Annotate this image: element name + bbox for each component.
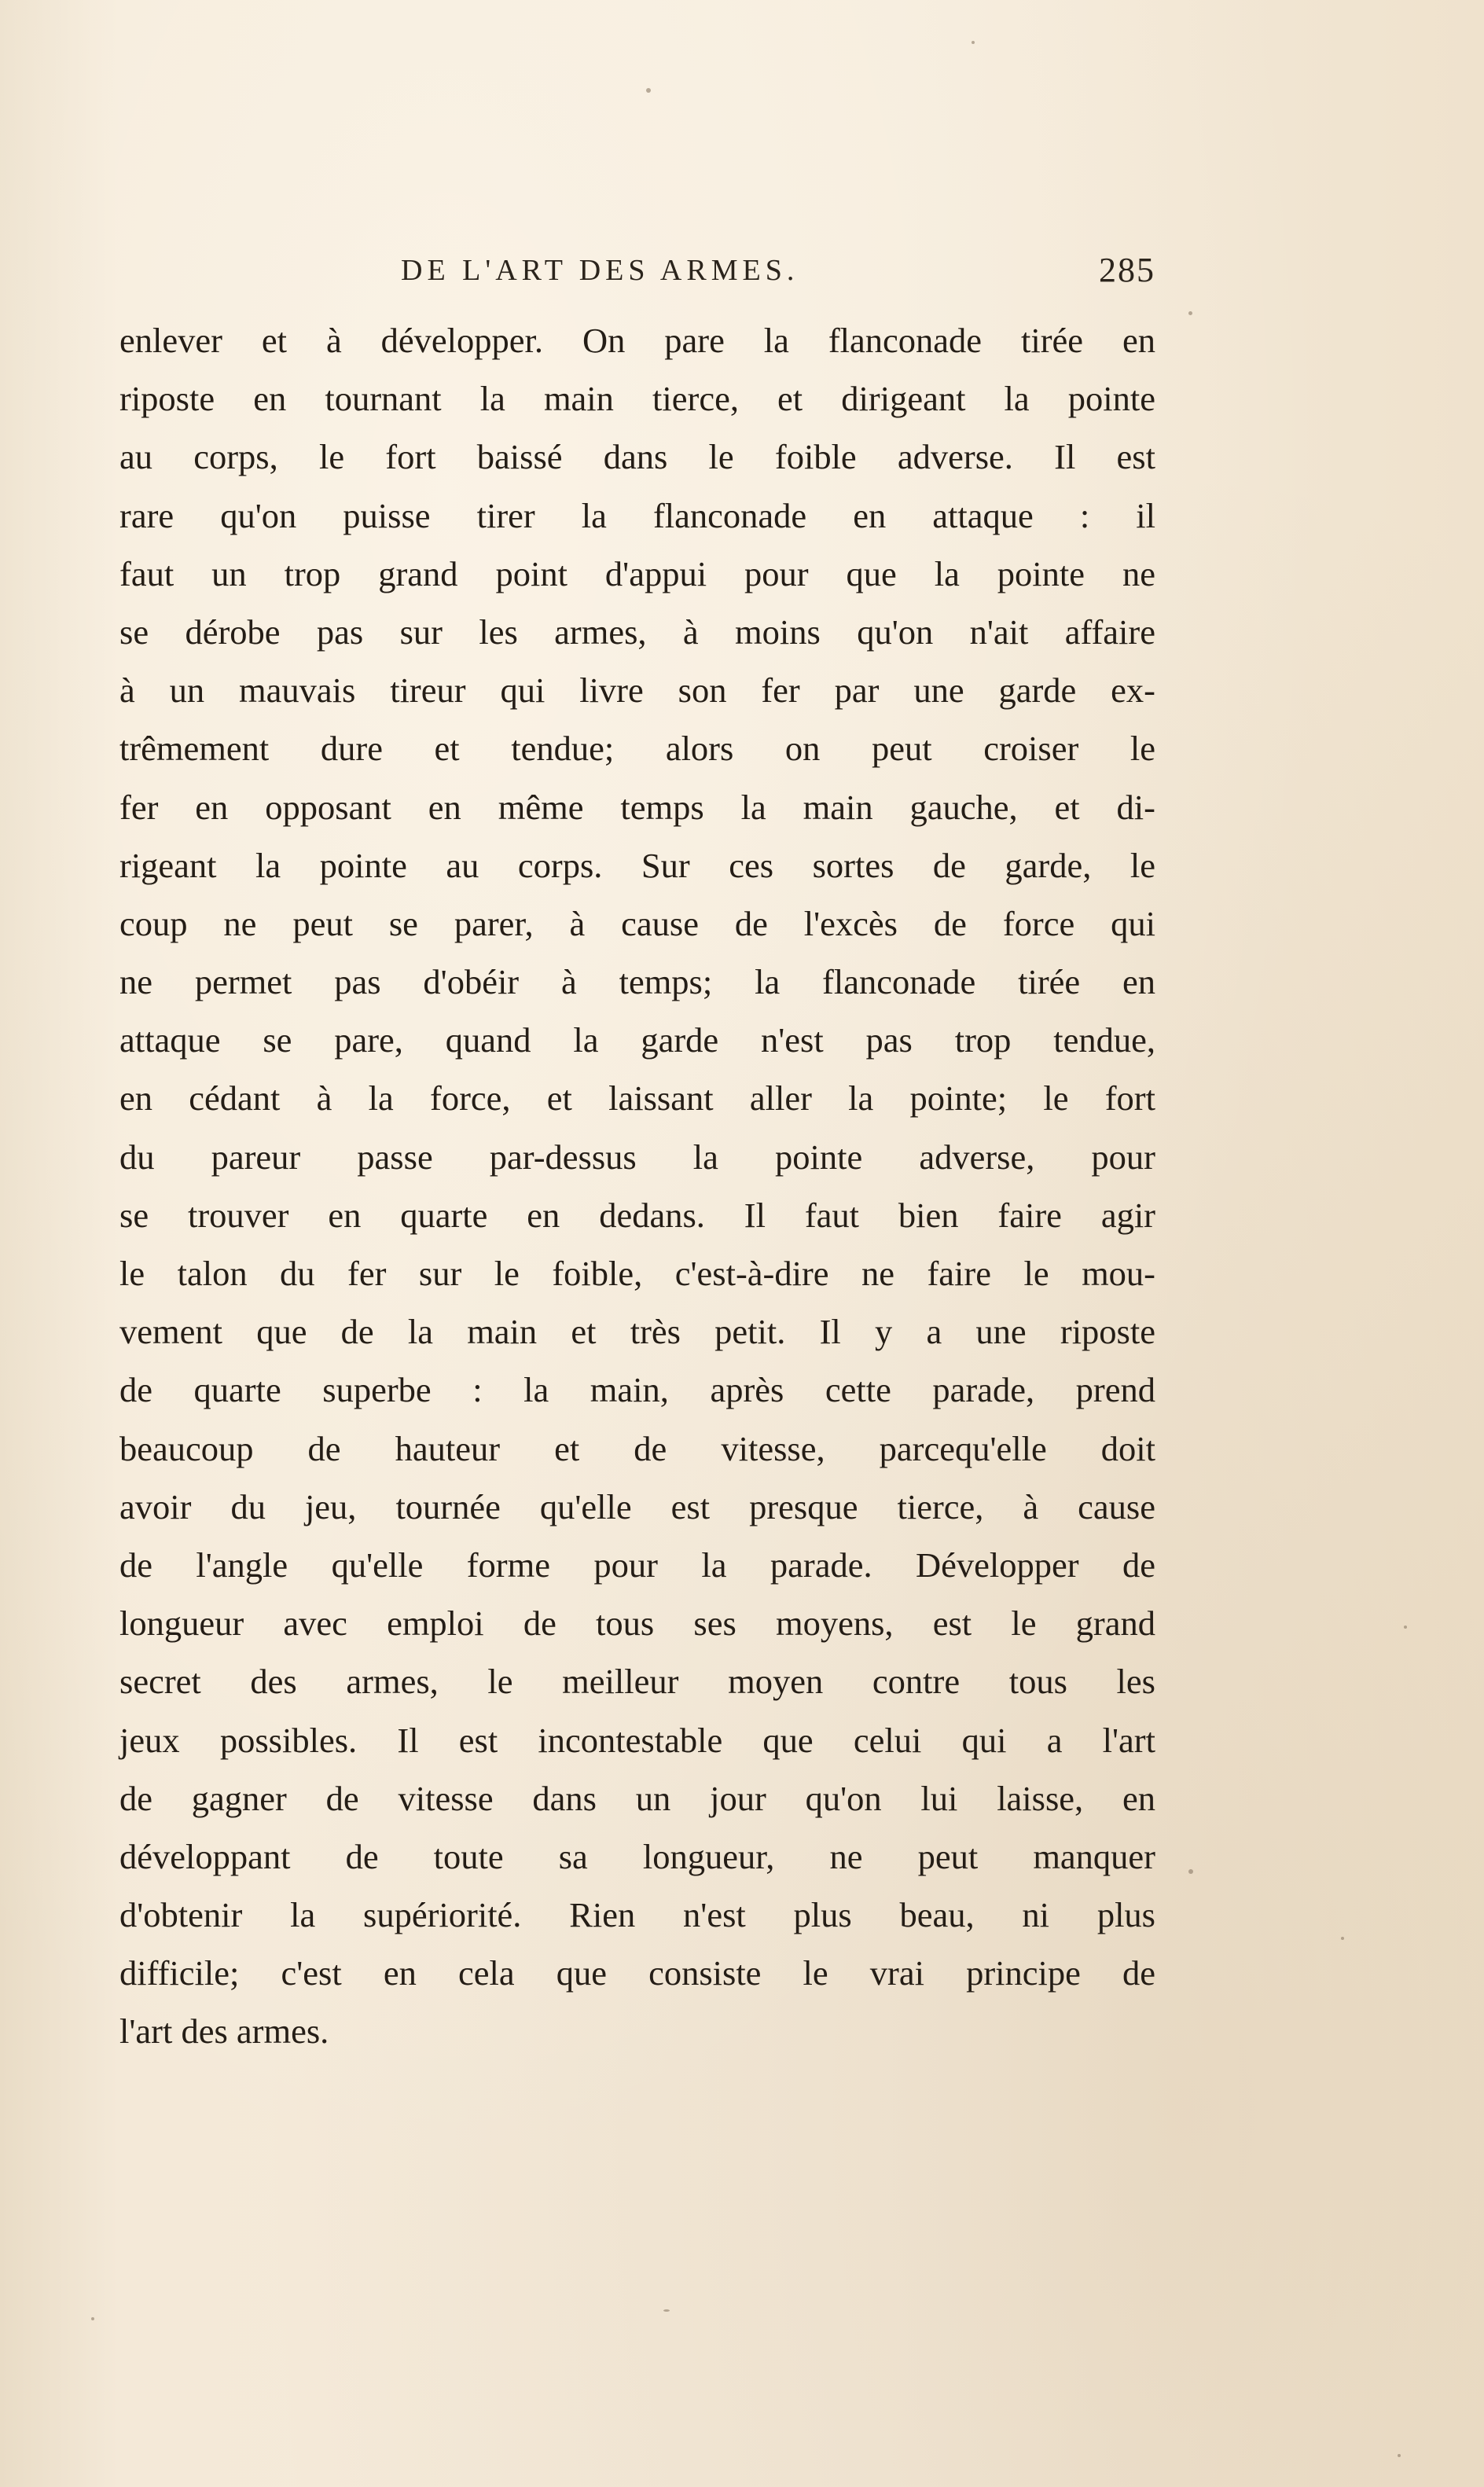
text-line: secret des armes, le meilleur moyen contre tous les	[119, 1662, 1155, 1702]
text-line: au corps, le fort baissé dans le foible adverse. Il est	[119, 437, 1155, 477]
text-line: se dérobe pas sur les armes, à moins qu'on n'ait affaire	[119, 612, 1155, 652]
text-line: coup ne peut se parer, à cause de l'excès de force qui	[119, 903, 1155, 943]
text-line: fer en opposant en même temps la main gauche, et di-	[119, 787, 1155, 827]
text-line: riposte en tournant la main tierce, et dirigeant la pointe	[119, 379, 1155, 419]
paper-speck	[1188, 311, 1192, 315]
text-line: ne permet pas d'obéir à temps; la flanconade tirée en	[119, 962, 1155, 1002]
text-line: à un mauvais tireur qui livre son fer par une garde ex-	[119, 670, 1155, 711]
text-line: enlever et à développer. On pare la flanconade tirée en	[119, 321, 1155, 360]
paper-speck	[91, 2317, 94, 2320]
text-line: développant de toute sa longueur, ne peut manquer	[119, 1836, 1155, 1876]
text-line: de gagner de vitesse dans un jour qu'on lui laisse, en	[119, 1778, 1155, 1818]
paper-speck	[663, 2309, 670, 2312]
text-line: le talon du fer sur le foible, c'est-à-dire ne faire le mou-	[119, 1254, 1155, 1293]
page-header	[401, 253, 1155, 300]
paper-speck	[1398, 2454, 1401, 2457]
text-line: se trouver en quarte en dedans. Il faut bien faire agir	[119, 1195, 1155, 1235]
body-text	[119, 311, 1155, 2061]
text-line: avoir du jeu, tournée qu'elle est presque tierce, à cause	[119, 1486, 1155, 1526]
text-line: jeux possibles. Il est incontestable que celui qui a l'art	[119, 1720, 1155, 1760]
text-line: difficile; c'est en cela que consiste le vrai principe de	[119, 1953, 1155, 1993]
text-line: longueur avec emploi de tous ses moyens, est le grand	[119, 1604, 1155, 1644]
text-line: trêmement dure et tendue; alors on peut croiser le	[119, 729, 1155, 769]
paper-speck	[646, 88, 651, 93]
text-line: en cédant à la force, et laissant aller la pointe; le fort	[119, 1078, 1155, 1119]
text-line: rare qu'on puisse tirer la flanconade en attaque : il	[119, 495, 1155, 535]
text-line: faut un trop grand point d'appui pour que la pointe ne	[119, 553, 1155, 593]
text-line: de quarte superbe : la main, après cette parade, prend	[119, 1370, 1155, 1410]
running-title: DE L'ART DES ARMES.	[401, 254, 799, 287]
text-line: de l'angle qu'elle forme pour la parade. Développer de	[119, 1545, 1155, 1585]
text-line: vement que de la main et très petit. Il y a une riposte	[119, 1312, 1155, 1352]
text-line: attaque se pare, quand la garde n'est pas trop tendue,	[119, 1020, 1155, 1060]
text-line: rigeant la pointe au corps. Sur ces sortes de garde, le	[119, 845, 1155, 885]
text-line: du pareur passe par-dessus la pointe adverse, pour	[119, 1137, 1155, 1177]
paper-speck	[1404, 1626, 1407, 1629]
paper-speck	[972, 41, 975, 44]
paper-speck	[1188, 1869, 1193, 1874]
paper-speck	[1341, 1937, 1344, 1940]
text-line: beaucoup de hauteur et de vitesse, parcequ'elle doit	[119, 1428, 1155, 1468]
text-line: l'art des armes.	[119, 2011, 329, 2052]
page-number: 285	[1099, 251, 1155, 289]
text-line: d'obtenir la supériorité. Rien n'est plus beau, ni plus	[119, 1895, 1155, 1935]
